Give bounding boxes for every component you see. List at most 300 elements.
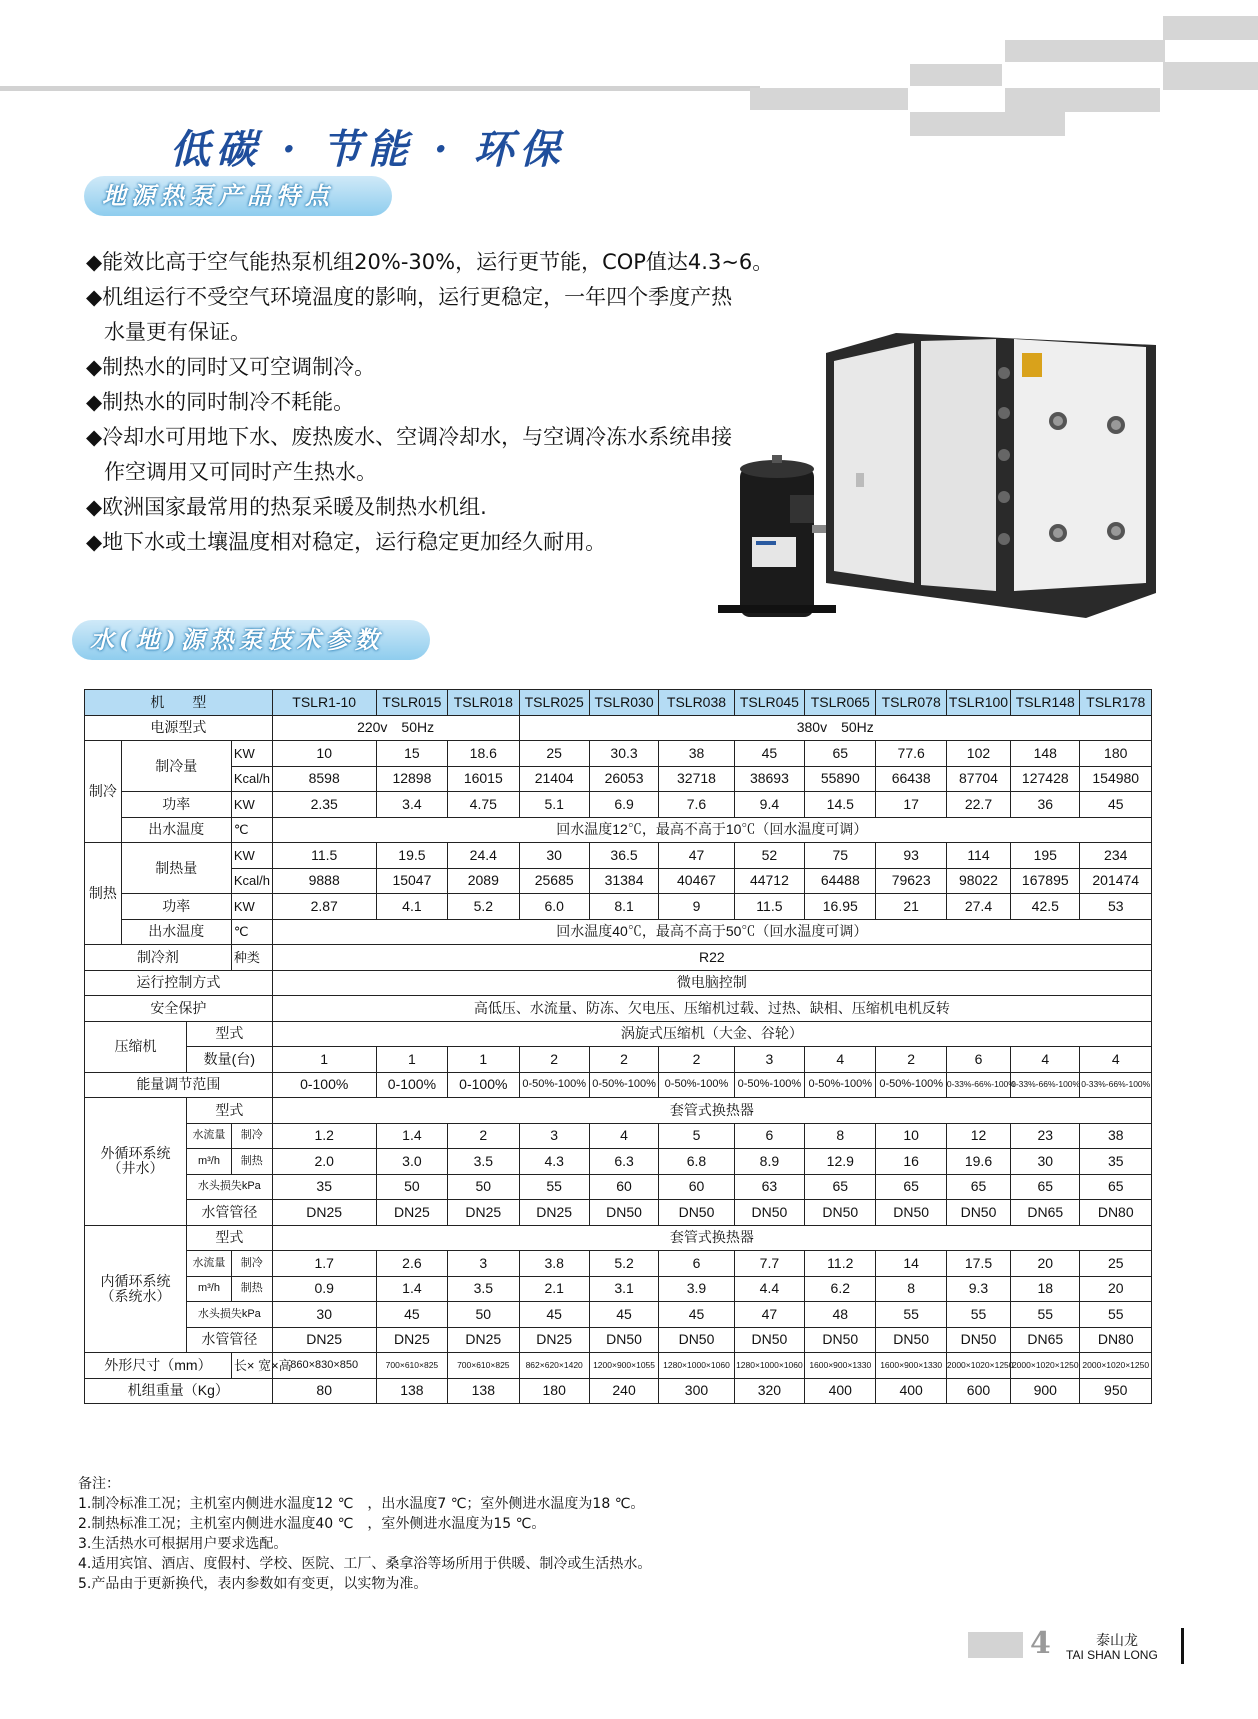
table-row <box>85 919 1152 945</box>
table-cell: 24.4 <box>448 843 519 869</box>
table-cell-merged: R22 <box>272 945 1151 971</box>
outer-loop-label: 外循环系统 <box>100 1145 171 1162</box>
table-cell: 700×610×825 <box>448 1353 519 1379</box>
table-cell: 2 <box>659 1047 734 1073</box>
table-cell: 26053 <box>589 766 658 792</box>
table-cell: DN65 <box>1011 1200 1080 1226</box>
table-cell: 7.7 <box>734 1251 804 1277</box>
table-row <box>85 1174 1152 1200</box>
table-row <box>85 1123 1152 1149</box>
table-cell: DN50 <box>734 1327 804 1353</box>
table-cell: DN50 <box>734 1200 804 1226</box>
feature-item: ◆欧洲国家最常用的热泵采暖及制热水机组. <box>86 495 487 519</box>
table-cell: 65 <box>805 741 876 767</box>
model-cell: TSLR1-10 <box>272 690 376 716</box>
table-cell: 16 <box>876 1149 946 1175</box>
table-cell: 0-50%-100% <box>734 1072 804 1098</box>
table-cell: 25 <box>519 741 589 767</box>
table-cell: 8 <box>805 1123 876 1149</box>
row-label: 制热量 <box>121 843 231 894</box>
table-cell: 30.3 <box>589 741 658 767</box>
table-cell: DN50 <box>946 1200 1010 1226</box>
table-cell: 6.3 <box>589 1149 658 1175</box>
table-cell: 0-100% <box>376 1072 447 1098</box>
table-cell: 9.4 <box>734 792 804 818</box>
table-cell: 65 <box>946 1174 1010 1200</box>
table-cell: 12 <box>946 1123 1010 1149</box>
table-cell: 127428 <box>1011 766 1080 792</box>
table-row <box>85 1276 1152 1302</box>
table-cell: 4.3 <box>519 1149 589 1175</box>
row-label: 外形尺寸（mm） <box>85 1353 232 1379</box>
footer-decor-bar <box>968 1632 1023 1658</box>
row-label: 水流量 <box>187 1251 232 1277</box>
table-row <box>85 1327 1152 1353</box>
table-cell: 0-33%-66%-100% <box>946 1072 1010 1098</box>
table-cell-merged: 回水温度12℃，最高不高于10℃（回水温度可调） <box>272 817 1151 843</box>
table-cell: 50 <box>448 1302 519 1328</box>
power-value: 380v 50Hz <box>519 715 1152 741</box>
table-cell: 52 <box>734 843 804 869</box>
table-cell: 2 <box>589 1047 658 1073</box>
table-row <box>85 1251 1152 1277</box>
header-decor-block <box>1163 62 1258 90</box>
brand-name-cn: 泰山龙 <box>1096 1633 1138 1649</box>
table-cell: 18 <box>1011 1276 1080 1302</box>
table-cell: 65 <box>1011 1174 1080 1200</box>
row-label: 水流量 <box>187 1123 232 1149</box>
table-cell: DN50 <box>589 1327 658 1353</box>
table-cell: 75 <box>805 843 876 869</box>
row-label: m³/h <box>187 1276 232 1302</box>
feature-item-continuation: 水量更有保证。 <box>104 320 251 344</box>
table-cell: 7.6 <box>659 792 734 818</box>
table-cell-merged: 微电脑控制 <box>272 970 1151 996</box>
table-cell: 154980 <box>1080 766 1152 792</box>
table-row <box>85 1047 1152 1073</box>
table-cell: 17 <box>876 792 946 818</box>
table-cell: 9888 <box>272 868 376 894</box>
table-cell: 15 <box>376 741 447 767</box>
table-cell: 80 <box>272 1378 376 1404</box>
row-label: 型式 <box>187 1021 273 1047</box>
model-cell: TSLR018 <box>448 690 519 716</box>
table-cell: 0.9 <box>272 1276 376 1302</box>
table-cell: 0-50%-100% <box>519 1072 589 1098</box>
table-cell: DN25 <box>272 1327 376 1353</box>
table-cell: DN25 <box>519 1200 589 1226</box>
table-cell: 20 <box>1080 1276 1152 1302</box>
outer-loop-sublabel: （井水） <box>107 1160 164 1177</box>
feature-item: ◆冷却水可用地下水、废热废水、空调冷却水，与空调冷冻水系统串接 <box>86 425 733 449</box>
table-cell: 48 <box>805 1302 876 1328</box>
table-cell: 3.8 <box>519 1251 589 1277</box>
header-decor-block <box>910 112 1065 136</box>
table-row <box>85 868 1152 894</box>
table-cell: 1.7 <box>272 1251 376 1277</box>
table-cell: 6 <box>734 1123 804 1149</box>
table-cell: 45 <box>376 1302 447 1328</box>
table-cell: 5 <box>659 1123 734 1149</box>
row-label: 制热 <box>231 1149 272 1175</box>
table-cell: 66438 <box>876 766 946 792</box>
table-cell: DN50 <box>876 1200 946 1226</box>
table-cell: 950 <box>1080 1378 1152 1404</box>
note-item: 4.适用宾馆、酒店、度假村、学校、医院、工厂、桑拿浴等场所用于供暖、制冷或生活热水。 <box>78 1556 652 1572</box>
table-cell: 10 <box>272 741 376 767</box>
table-cell: 55 <box>1080 1302 1152 1328</box>
table-cell: 25 <box>1080 1251 1152 1277</box>
table-cell: 2000×1020×1250 <box>1011 1353 1080 1379</box>
table-cell: 700×610×825 <box>376 1353 447 1379</box>
table-cell-merged: 套管式换热器 <box>272 1225 1151 1251</box>
note-item: 5.产品由于更新换代，表内参数如有变更，以实物为准。 <box>78 1576 428 1592</box>
group-label <box>85 1098 187 1226</box>
table-cell: 18.6 <box>448 741 519 767</box>
table-cell: 201474 <box>1080 868 1152 894</box>
table-cell: 6.2 <box>805 1276 876 1302</box>
table-cell: 0-50%-100% <box>876 1072 946 1098</box>
unit-label: KW <box>231 894 272 920</box>
table-cell: 16015 <box>448 766 519 792</box>
table-cell: 1600×900×1330 <box>805 1353 876 1379</box>
table-cell: 55 <box>876 1302 946 1328</box>
table-cell: 50 <box>448 1174 519 1200</box>
model-cell: TSLR025 <box>519 690 589 716</box>
table-cell: 60 <box>659 1174 734 1200</box>
unit-label: ℃ <box>231 919 272 945</box>
table-cell: 32718 <box>659 766 734 792</box>
note-item: 1.制冷标准工况；主机室内侧进水温度12 ℃ ，出水温度7 ℃；室外侧进水温度为18 ℃。 <box>78 1496 645 1512</box>
table-cell: 3.0 <box>376 1149 447 1175</box>
row-label: 水头损失kPa <box>187 1174 273 1200</box>
table-cell: 1 <box>448 1047 519 1073</box>
group-label: 制热 <box>85 843 122 945</box>
table-cell: 1280×1000×1060 <box>659 1353 734 1379</box>
table-cell: 234 <box>1080 843 1152 869</box>
table-cell: 38 <box>1080 1123 1152 1149</box>
feature-item: ◆机组运行不受空气环境温度的影响，运行更稳定，一年四个季度产热 <box>86 285 733 309</box>
table-row <box>85 996 1152 1022</box>
table-cell: 240 <box>589 1378 658 1404</box>
table-cell: 19.5 <box>376 843 447 869</box>
table-cell: 4 <box>805 1047 876 1073</box>
unit-label: Kcal/h <box>231 766 272 792</box>
table-cell: 4.4 <box>734 1276 804 1302</box>
table-cell: 180 <box>519 1378 589 1404</box>
note-item: 2.制热标准工况；主机室内侧进水温度40 ℃ ，室外侧进水温度为15 ℃。 <box>78 1516 546 1532</box>
table-cell: 14 <box>876 1251 946 1277</box>
table-row <box>85 1302 1152 1328</box>
table-cell: 138 <box>376 1378 447 1404</box>
table-cell: 55 <box>946 1302 1010 1328</box>
table-cell: 36 <box>1011 792 1080 818</box>
group-label: 压缩机 <box>85 1021 187 1072</box>
row-label: 能量调节范围 <box>85 1072 273 1098</box>
table-cell: 0-100% <box>448 1072 519 1098</box>
table-cell: 4 <box>1080 1047 1152 1073</box>
unit-label: 种类 <box>231 945 272 971</box>
table-cell: 0-33%-66%-100% <box>1080 1072 1152 1098</box>
table-cell: 65 <box>876 1174 946 1200</box>
table-cell: 3.4 <box>376 792 447 818</box>
table-cell: 8.1 <box>589 894 658 920</box>
table-cell: 3.5 <box>448 1276 519 1302</box>
table-cell: DN25 <box>519 1327 589 1353</box>
row-label: 型式 <box>187 1225 273 1251</box>
table-cell: 9.3 <box>946 1276 1010 1302</box>
table-cell: 6.8 <box>659 1149 734 1175</box>
table-cell: 5.2 <box>589 1251 658 1277</box>
table-cell: DN25 <box>376 1327 447 1353</box>
table-cell: 2 <box>876 1047 946 1073</box>
row-label: 水头损失kPa <box>187 1302 273 1328</box>
table-cell: DN25 <box>272 1200 376 1226</box>
section-title-features: 地源热泵产品特点 <box>84 176 392 216</box>
table-cell: 1600×900×1330 <box>876 1353 946 1379</box>
table-cell: 8 <box>876 1276 946 1302</box>
table-cell: 0-50%-100% <box>805 1072 876 1098</box>
table-cell: 3.9 <box>659 1276 734 1302</box>
table-cell: 6 <box>659 1251 734 1277</box>
table-cell: 1200×900×1055 <box>589 1353 658 1379</box>
table-cell: 11.5 <box>734 894 804 920</box>
table-cell: DN50 <box>876 1327 946 1353</box>
table-row <box>85 894 1152 920</box>
inner-loop-label: 内循环系统 <box>100 1272 171 1289</box>
table-row <box>85 741 1152 767</box>
table-row <box>85 792 1152 818</box>
table-cell: 10 <box>876 1123 946 1149</box>
group-label: 制冷 <box>85 741 122 843</box>
row-label: 制冷 <box>231 1123 272 1149</box>
table-cell: 195 <box>1011 843 1080 869</box>
table-cell: 5.2 <box>448 894 519 920</box>
table-cell: 38693 <box>734 766 804 792</box>
table-cell: 0-33%-66%-100% <box>1011 1072 1080 1098</box>
table-cell: 860×830×850 <box>272 1353 376 1379</box>
section-title-specs: 水(地)源热泵技术参数 <box>72 620 430 660</box>
table-cell: 55 <box>1011 1302 1080 1328</box>
table-row <box>85 1149 1152 1175</box>
row-label: 制冷剂 <box>85 945 232 971</box>
table-cell: 2.6 <box>376 1251 447 1277</box>
model-cell: TSLR045 <box>734 690 804 716</box>
table-cell-merged: 高低压、水流量、防冻、欠电压、压缩机过载、过热、缺相、压缩机电机反转 <box>272 996 1151 1022</box>
table-cell: 45 <box>659 1302 734 1328</box>
unit-label: KW <box>231 843 272 869</box>
table-cell: 25685 <box>519 868 589 894</box>
table-cell: 3.5 <box>448 1149 519 1175</box>
feature-list <box>86 245 806 560</box>
power-value: 220v 50Hz <box>272 715 519 741</box>
table-cell: 55 <box>519 1174 589 1200</box>
table-cell: 55890 <box>805 766 876 792</box>
table-cell: 4 <box>1011 1047 1080 1073</box>
table-cell: 102 <box>946 741 1010 767</box>
notes-title: 备注： <box>78 1476 120 1492</box>
table-cell: 2.35 <box>272 792 376 818</box>
table-cell: 23 <box>1011 1123 1080 1149</box>
table-cell: 19.6 <box>946 1149 1010 1175</box>
table-row <box>85 970 1152 996</box>
table-cell: 60 <box>589 1174 658 1200</box>
table-cell: 45 <box>519 1302 589 1328</box>
table-cell: 3.1 <box>589 1276 658 1302</box>
table-cell: 30 <box>272 1302 376 1328</box>
table-cell: 2000×1020×1250 <box>1080 1353 1152 1379</box>
table-cell: 5.1 <box>519 792 589 818</box>
table-cell: 45 <box>734 741 804 767</box>
row-label: 电源型式 <box>85 715 273 741</box>
table-row <box>85 1098 1152 1124</box>
model-cell: TSLR038 <box>659 690 734 716</box>
row-label: 数量(台) <box>187 1047 273 1073</box>
table-cell: 600 <box>946 1378 1010 1404</box>
table-cell: 21 <box>876 894 946 920</box>
table-cell: 27.4 <box>946 894 1010 920</box>
table-row <box>85 1072 1152 1098</box>
table-cell: 63 <box>734 1174 804 1200</box>
table-cell: 44712 <box>734 868 804 894</box>
table-cell: DN50 <box>946 1327 1010 1353</box>
table-row <box>85 1353 1152 1379</box>
table-cell: 9 <box>659 894 734 920</box>
unit-label: KW <box>231 792 272 818</box>
table-cell: 64488 <box>805 868 876 894</box>
table-cell: 11.5 <box>272 843 376 869</box>
table-cell: 12.9 <box>805 1149 876 1175</box>
feature-item: ◆能效比高于空气能热泵机组20%-30%，运行更节能，COP值达4.3~6。 <box>86 250 774 274</box>
row-label: m³/h <box>187 1149 232 1175</box>
row-label: 安全保护 <box>85 996 273 1022</box>
table-cell: DN25 <box>376 1200 447 1226</box>
table-cell: 50 <box>376 1174 447 1200</box>
table-cell: 11.2 <box>805 1251 876 1277</box>
table-header-row <box>85 690 1152 716</box>
table-cell: 35 <box>272 1174 376 1200</box>
table-cell-merged: 套管式换热器 <box>272 1098 1151 1124</box>
header-decor-block <box>1005 88 1160 112</box>
table-cell: 1280×1000×1060 <box>734 1353 804 1379</box>
table-cell-merged: 回水温度40℃，最高不高于50℃（回水温度可调） <box>272 919 1151 945</box>
table-cell: DN50 <box>589 1200 658 1226</box>
table-cell: 79623 <box>876 868 946 894</box>
table-cell: 1.4 <box>376 1276 447 1302</box>
table-cell: 138 <box>448 1378 519 1404</box>
table-cell: 14.5 <box>805 792 876 818</box>
table-cell: 36.5 <box>589 843 658 869</box>
table-cell: 2089 <box>448 868 519 894</box>
table-cell: 45 <box>1080 792 1152 818</box>
table-cell: DN25 <box>448 1327 519 1353</box>
table-cell: DN25 <box>448 1200 519 1226</box>
brand-name-en: TAI SHAN LONG <box>1066 1648 1158 1662</box>
table-cell: DN80 <box>1080 1327 1152 1353</box>
row-label: 功率 <box>121 894 231 920</box>
row-label: 出水温度 <box>121 817 231 843</box>
row-label: 水管管径 <box>187 1327 273 1353</box>
table-cell: 0-50%-100% <box>589 1072 658 1098</box>
table-cell: 300 <box>659 1378 734 1404</box>
unit-label: 长× 宽×高 <box>231 1353 272 1379</box>
table-cell: 862×620×1420 <box>519 1353 589 1379</box>
table-cell: 0-50%-100% <box>659 1072 734 1098</box>
table-cell: 31384 <box>589 868 658 894</box>
table-cell: 900 <box>1011 1378 1080 1404</box>
model-cell: TSLR178 <box>1080 690 1152 716</box>
table-cell: 47 <box>734 1302 804 1328</box>
unit-label: Kcal/h <box>231 868 272 894</box>
model-cell: TSLR100 <box>946 690 1010 716</box>
feature-item: ◆制热水的同时制冷不耗能。 <box>86 390 355 414</box>
table-cell: 2 <box>448 1123 519 1149</box>
table-cell: 6 <box>946 1047 1010 1073</box>
table-cell: 98022 <box>946 868 1010 894</box>
table-cell: 30 <box>1011 1149 1080 1175</box>
table-row <box>85 945 1152 971</box>
spec-table <box>84 689 1152 1404</box>
table-cell: 21404 <box>519 766 589 792</box>
table-cell: 4.1 <box>376 894 447 920</box>
header-decor-block <box>910 64 1002 86</box>
table-cell: 4 <box>589 1123 658 1149</box>
row-label: 功率 <box>121 792 231 818</box>
table-row <box>85 715 1152 741</box>
table-cell: DN50 <box>805 1327 876 1353</box>
table-cell: 22.7 <box>946 792 1010 818</box>
table-cell: 93 <box>876 843 946 869</box>
header-decor-block <box>750 88 908 110</box>
table-cell: 3 <box>519 1123 589 1149</box>
table-cell: 167895 <box>1011 868 1080 894</box>
table-row <box>85 1225 1152 1251</box>
table-cell: 2 <box>519 1047 589 1073</box>
header-divider-line <box>0 86 760 91</box>
table-row <box>85 1021 1152 1047</box>
table-row <box>85 817 1152 843</box>
table-cell: 47 <box>659 843 734 869</box>
table-cell: 42.5 <box>1011 894 1080 920</box>
table-cell: 8.9 <box>734 1149 804 1175</box>
table-cell: 12898 <box>376 766 447 792</box>
table-row <box>85 1200 1152 1226</box>
table-cell: 2.87 <box>272 894 376 920</box>
slogan-title: 低碳 · 节能 · 环保 <box>170 126 566 173</box>
model-cell: TSLR030 <box>589 690 658 716</box>
table-cell: 1 <box>376 1047 447 1073</box>
table-cell: 16.95 <box>805 894 876 920</box>
table-cell: DN50 <box>659 1200 734 1226</box>
compressor-image <box>712 455 842 635</box>
table-row <box>85 1378 1152 1404</box>
table-cell: DN50 <box>659 1327 734 1353</box>
table-cell: 6.9 <box>589 792 658 818</box>
page-number: 4 <box>1030 1626 1051 1661</box>
table-cell: 400 <box>876 1378 946 1404</box>
table-cell: 8598 <box>272 766 376 792</box>
model-label: 机 型 <box>85 690 273 716</box>
row-label: 制冷量 <box>121 741 231 792</box>
notes-block <box>78 1474 651 1594</box>
group-label <box>85 1225 187 1353</box>
table-cell: 4.75 <box>448 792 519 818</box>
table-cell: DN50 <box>805 1200 876 1226</box>
table-cell: 6.0 <box>519 894 589 920</box>
model-cell: TSLR015 <box>376 690 447 716</box>
model-cell: TSLR065 <box>805 690 876 716</box>
model-cell: TSLR148 <box>1011 690 1080 716</box>
